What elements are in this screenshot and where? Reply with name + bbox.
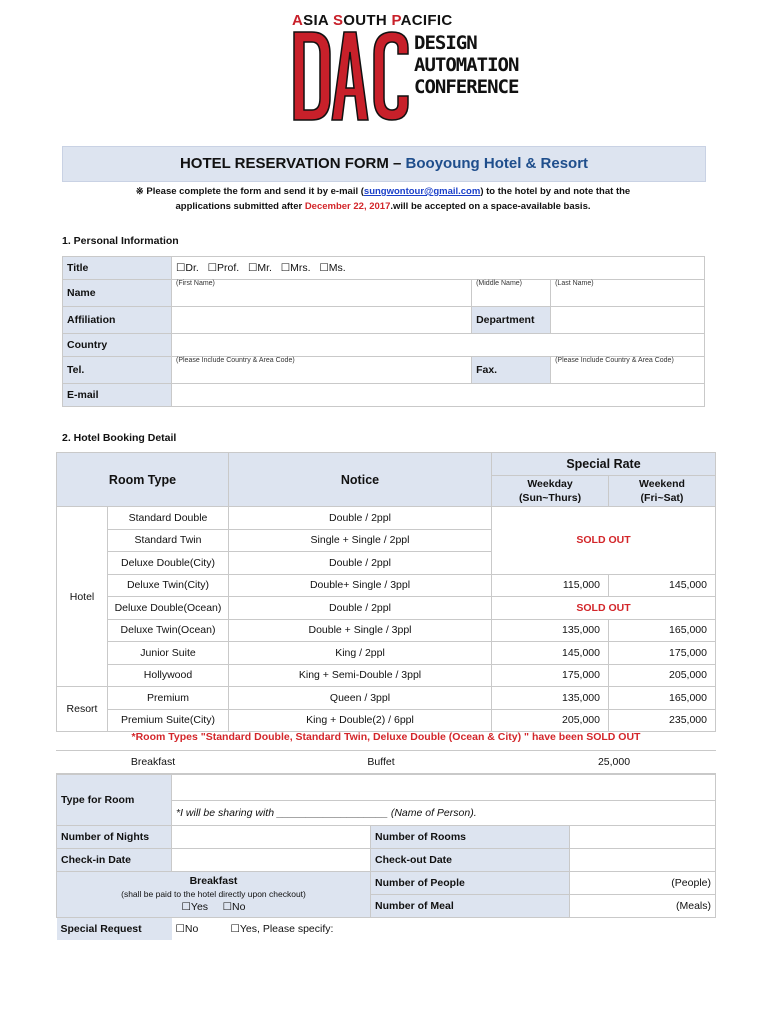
weekend-rate: 235,000 [609, 709, 716, 732]
breakfast-label: Breakfast [56, 751, 250, 774]
weekday-header: Weekday (Sun~Thurs) [492, 476, 609, 507]
email-link[interactable]: sungwontour@gmail.com [363, 186, 481, 197]
weekend-rate: 145,000 [609, 574, 716, 597]
title-mr-checkbox[interactable]: ☐Mr. [247, 262, 272, 274]
conference-logo [292, 12, 519, 122]
breakfast-type: Buffet [250, 751, 512, 774]
tel-label: Tel. [63, 357, 172, 384]
rooms-field[interactable] [570, 826, 716, 849]
country-field[interactable] [172, 334, 705, 357]
weekday-rate: 135,000 [492, 619, 609, 642]
people-label: Number of People [371, 872, 570, 895]
people-field[interactable]: (People) [570, 872, 716, 895]
fax-label: Fax. [472, 357, 551, 384]
breakfast-no-checkbox[interactable]: ☐No [222, 901, 246, 913]
meal-field[interactable]: (Meals) [570, 895, 716, 918]
weekend-rate: 205,000 [609, 664, 716, 687]
room-notice: Double+ Single / 3ppl [229, 574, 492, 597]
checkin-label: Check-in Date [57, 849, 172, 872]
breakfast-option: Breakfast (shall be paid to the hotel directly upon checkout) ☐Yes ☐No [57, 872, 371, 918]
logo-tagline: ASIA SOUTH PACIFIC [292, 12, 453, 29]
group-hotel: Hotel [57, 507, 108, 687]
weekday-rate: 145,000 [492, 642, 609, 665]
room-name: Deluxe Double(Ocean) [108, 597, 229, 620]
room-name: Premium [108, 687, 229, 710]
checkin-field[interactable] [172, 849, 371, 872]
room-rate-table [56, 452, 716, 732]
name-label: Name [63, 280, 172, 307]
sold-out-badge: SOLD OUT [492, 597, 716, 620]
room-name: Deluxe Double(City) [108, 552, 229, 575]
room-notice: Double / 2ppl [229, 552, 492, 575]
room-name: Premium Suite(City) [108, 709, 229, 732]
room-name: Standard Twin [108, 529, 229, 552]
country-label: Country [63, 334, 172, 357]
title-dr-checkbox[interactable]: ☐Dr. [176, 262, 199, 274]
weekend-rate: 165,000 [609, 619, 716, 642]
notice-header: Notice [229, 453, 492, 507]
title-main: HOTEL RESERVATION FORM – [179, 155, 406, 172]
room-name: Junior Suite [108, 642, 229, 665]
first-name-field[interactable]: (First Name) [172, 280, 472, 307]
checkout-field[interactable] [570, 849, 716, 872]
deadline-date: December 22, 2017 [304, 201, 391, 212]
form-title [62, 146, 706, 182]
sold-out-warning: *Room Types "Standard Double, Standard Twin, Deluxe Double (Ocean & City) " have been SOLD OUT [131, 731, 641, 743]
room-name: Deluxe Twin(City) [108, 574, 229, 597]
title-ms-checkbox[interactable]: ☐Ms. [319, 262, 346, 274]
rooms-label: Number of Rooms [371, 826, 570, 849]
logo-word-conference: CONFERENCE [414, 76, 519, 98]
breakfast-price: 25,000 [512, 751, 716, 774]
meal-label: Number of Meal [371, 895, 570, 918]
department-label: Department [472, 307, 551, 334]
room-name: Standard Double [108, 507, 229, 530]
special-request-options [172, 918, 716, 941]
title-label: Title [63, 257, 172, 280]
title-options [172, 257, 705, 280]
room-type-header: Room Type [57, 453, 229, 507]
breakfast-rate-table [56, 750, 716, 774]
sold-out-badge: SOLD OUT [492, 507, 716, 575]
weekday-rate: 205,000 [492, 709, 609, 732]
title-prof-checkbox[interactable]: ☐Prof. [207, 262, 240, 274]
section-personal-heading: 1. Personal Information [62, 235, 179, 247]
logo-words [414, 32, 518, 98]
checkout-label: Check-out Date [371, 849, 570, 872]
room-name: Deluxe Twin(Ocean) [108, 619, 229, 642]
room-name: Hollywood [108, 664, 229, 687]
weekday-rate: 175,000 [492, 664, 609, 687]
last-name-field[interactable]: (Last Name) [551, 280, 705, 307]
title-mrs-checkbox[interactable]: ☐Mrs. [280, 262, 311, 274]
weekday-rate: 115,000 [492, 574, 609, 597]
instructions-note: ※ Please complete the form and send it by e-mail (sungwontour@gmail.com) to the hotel by and note that the applications submitted after December 22, 2017.will be accepted on a space-available basis. [135, 186, 631, 212]
room-notice: Double / 2ppl [229, 597, 492, 620]
special-rate-header: Special Rate [492, 453, 716, 476]
weekend-rate: 165,000 [609, 687, 716, 710]
tel-field[interactable]: (Please Include Country & Area Code) [172, 357, 472, 384]
email-field[interactable] [172, 384, 705, 407]
fax-field[interactable]: (Please Include Country & Area Code) [551, 357, 705, 384]
group-resort: Resort [57, 687, 108, 732]
special-yes-checkbox[interactable]: ☐Yes, Please specify: [230, 923, 334, 935]
special-no-checkbox[interactable]: ☐No [175, 923, 199, 935]
section-booking-heading: 2. Hotel Booking Detail [62, 432, 177, 444]
room-notice: King + Double(2) / 6ppl [229, 709, 492, 732]
affiliation-field[interactable] [172, 307, 472, 334]
logo-word-design: DESIGN [414, 32, 477, 54]
personal-info-table [62, 256, 705, 407]
weekend-header: Weekend (Fri~Sat) [609, 476, 716, 507]
nights-field[interactable] [172, 826, 371, 849]
nights-label: Number of Nights [57, 826, 172, 849]
department-field[interactable] [551, 307, 705, 334]
type-for-room-field[interactable] [172, 775, 716, 801]
weekend-rate: 175,000 [609, 642, 716, 665]
affiliation-label: Affiliation [63, 307, 172, 334]
email-label: E-mail [63, 384, 172, 407]
room-notice: King / 2ppl [229, 642, 492, 665]
room-notice: Double + Single / 3ppl [229, 619, 492, 642]
sharing-note[interactable]: *I will be sharing with ___________________ (Name of Person). [172, 800, 716, 826]
room-notice: Single + Single / 2ppl [229, 529, 492, 552]
special-request-label: Special Request [57, 918, 172, 941]
title-hotel: Booyoung Hotel & Resort [405, 155, 589, 172]
type-for-room-label: Type for Room [57, 775, 172, 826]
middle-name-field[interactable]: (Middle Name) [472, 280, 551, 307]
weekday-rate: 135,000 [492, 687, 609, 710]
dac-letters-icon [292, 30, 410, 122]
logo-word-automation: AUTOMATION [414, 54, 519, 76]
booking-form-table [56, 774, 716, 940]
breakfast-yes-checkbox[interactable]: ☐Yes [181, 901, 209, 913]
room-notice: Queen / 3ppl [229, 687, 492, 710]
room-notice: King + Semi-Double / 3ppl [229, 664, 492, 687]
room-notice: Double / 2ppl [229, 507, 492, 530]
